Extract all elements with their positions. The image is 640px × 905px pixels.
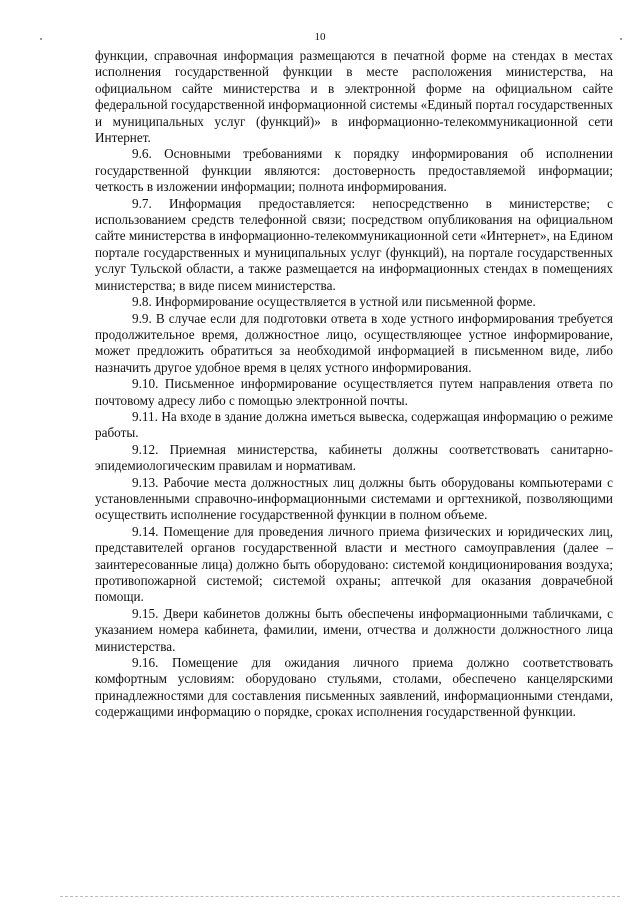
document-body [95, 48, 613, 721]
scan-speck [40, 38, 42, 40]
scan-speck [620, 38, 622, 40]
paragraph-9-11: 9.11. На входе в здание должна иметься вывеска, содержащая информацию о режиме работы. [95, 408, 613, 441]
paragraph-9-12: 9.12. Приемная министерства, кабинеты должны соответствовать санитарно-эпидемиологическим правилам и нормативам. [95, 441, 613, 474]
scan-edge-artifact [60, 896, 620, 897]
paragraph-9-6: 9.6. Основными требованиями к порядку информирования об исполнении государственной функции являются: достоверность предоставляемой информации; четкость в изложении информации; полнота информирования. [95, 146, 613, 195]
paragraph-9-16: 9.16. Помещение для ожидания личного приема должно соответствовать комфортным условиям: оборудовано стульями, столами, обеспечено канцелярскими принадлежностями для составления письменных заявлений, информационными стендами, содержащими информацию о порядке, сроках исполнения государственной функции. [95, 655, 613, 720]
paragraph-9-9: 9.9. В случае если для подготовки ответа в ходе устного информирования требуется продолжительное время, должностное лицо, осуществляющее устное информирование, может предложить обратиться за необходимой информацией в письменном виде, либо назначить другое удобное время в целях устного информирования. [95, 310, 613, 375]
paragraph-9-8: 9.8. Информирование осуществляется в устной или письменной форме. [132, 294, 536, 310]
paragraph-9-7: 9.7. Информация предоставляется: непосредственно в министерстве; с использованием средств телефонной связи; посредством опубликования на официальном сайте министерства в информационно-телекоммуникационной сети «Интернет», на Едином портале государственных и муниципальных услуг (функций), на портале государственных услуг Тульской области, а также размещается на информационных стендах в помещениях министерства; в виде писем министерства. [95, 195, 613, 293]
paragraph-9-10: 9.10. Письменное информирование осуществляется путем направления ответа по почтовому адресу либо с помощью электронной почты. [95, 376, 613, 408]
paragraph-9-14: 9.14. Помещение для проведения личного приема физических и юридических лиц, представителей органов государственной власти и местного самоуправления (далее – заинтересованные лица) должно быть оборудовано: системой кондиционирования воздуха; противопожарной системой; системой охраны; аптечкой для оказания доврачебной помощи. [95, 523, 613, 605]
page-number: 10 [314, 31, 326, 43]
paragraph-9-13: 9.13. Рабочие места должностных лиц должны быть оборудованы компьютерами с установленными справочно-информационными системами и оргтехникой, позволяющими осуществить исполнение государственной функции в полном объеме. [95, 474, 613, 523]
paragraph-9-15: 9.15. Двери кабинетов должны быть обеспечены информационными табличками, с указанием номера кабинета, фамилии, имени, отчества и должности должностного лица министерства. [95, 605, 613, 654]
paragraph-continuation: функции, справочная информация размещаются в печатной форме на стендах в местах исполнения государственной функции в месте расположения министерства, на официальном сайте министерства и в электронной форме на официальном сайте федеральной государственной информационной системы «Единый портал государственных и муниципальных услуг (функций)» в информационно-телекоммуникационной сети Интернет. [95, 48, 613, 146]
